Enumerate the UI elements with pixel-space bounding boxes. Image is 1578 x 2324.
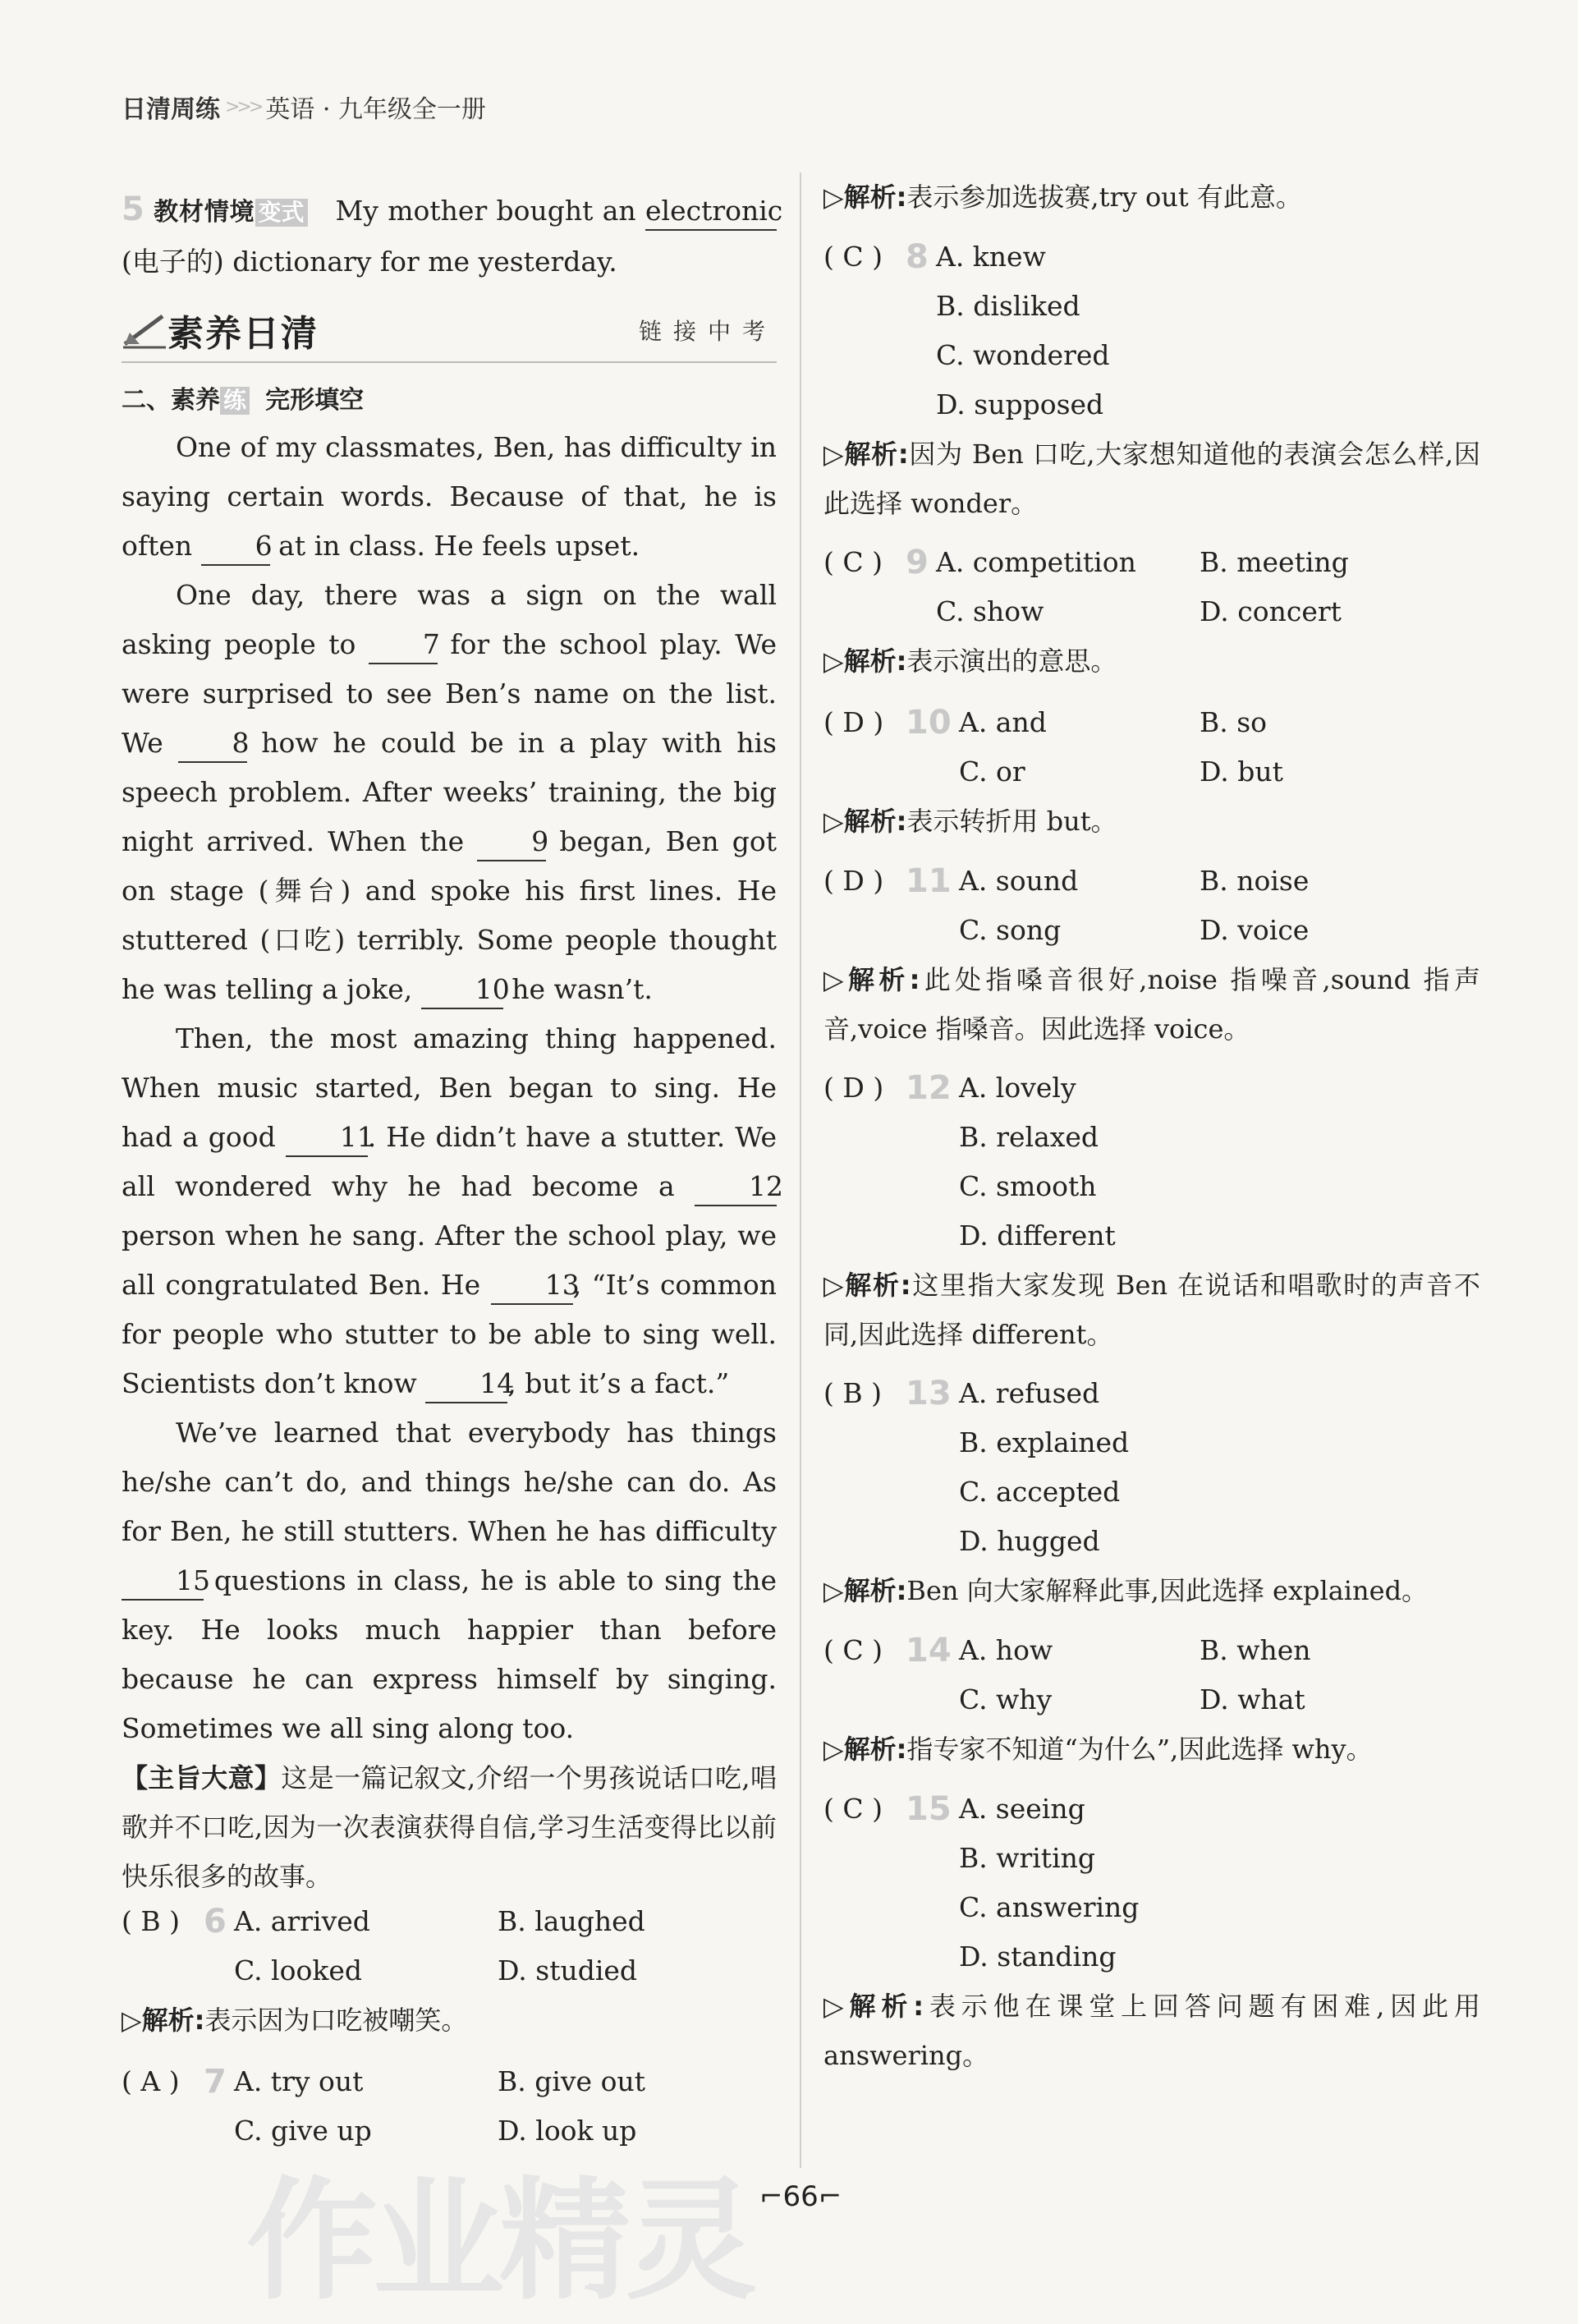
pen-icon bbox=[122, 311, 167, 349]
question-number: 10 bbox=[906, 704, 952, 742]
q5-label: 教材情境 bbox=[154, 198, 255, 227]
answer-letter: C bbox=[842, 1793, 864, 1825]
question-number: 11 bbox=[906, 862, 952, 900]
answer-letter: D bbox=[842, 865, 865, 897]
option-a: A. refused bbox=[959, 1377, 1100, 1409]
option-d: D. voice bbox=[1200, 914, 1310, 946]
explain-text: 因为 Ben 口吃,大家想知道他的表演会怎么样,因此选择 wonder。 bbox=[823, 439, 1480, 519]
blank-13: 13 bbox=[491, 1267, 573, 1305]
option-a: A. knew bbox=[936, 241, 1046, 273]
option-d: D. concert bbox=[1200, 595, 1342, 627]
section-header bbox=[122, 304, 777, 356]
option-b: B. meeting bbox=[1200, 546, 1349, 578]
question-14: ( C ) 14 A. how B. when C. why D. what ▷解析:指专家不知道“为什么”,因此选择 why。 bbox=[823, 1626, 1480, 1774]
option-c: C. song bbox=[959, 914, 1062, 946]
option-c: C. wondered bbox=[936, 339, 1110, 371]
question-number: 7 bbox=[204, 2063, 227, 2101]
q5-answer: electronic bbox=[645, 193, 777, 231]
page-number: ⌐66⌐ bbox=[759, 2180, 842, 2213]
paragraph-4: We’ve learned that everybody has things he/she can’t do, and things he/she can do. As for Ben, he still stutters. When he has difficulty 15 questions in class, he is able to sing the key. He looks much happier than before because he can express himself by singing. Sometimes we all sing along too. bbox=[122, 1417, 777, 1744]
option-a: A. arrived bbox=[234, 1905, 370, 1937]
question-11: ( D ) 11 A. sound B. noise C. song D. voice ▷解析:此处指嗓音很好,noise 指噪音,sound 指声音,voice 指嗓音。因此选择 voice。 bbox=[823, 857, 1480, 1054]
option-a: A. competition bbox=[936, 546, 1136, 578]
question-8: ( C ) 8 A. knew B. disliked C. wondered D. supposed ▷解析:因为 Ben 口吃,大家想知道他的表演会怎么样,因此选择 wonder。 bbox=[823, 232, 1480, 528]
main-idea-text: 这是一篇记叙文,介绍一个男孩说话口吃,唱歌并不口吃,因为一次表演获得自信,学习生活变得比以前快乐很多的故事。 bbox=[122, 1762, 777, 1892]
question-number: 5 bbox=[122, 191, 144, 228]
option-c: C. accepted bbox=[959, 1476, 1121, 1508]
watermark: 作业精灵 bbox=[246, 2164, 753, 2317]
question-number: 12 bbox=[906, 1069, 952, 1107]
column-divider bbox=[800, 172, 801, 2168]
q7-explanation: ▷解析:表示参加选拔赛,try out 有此意。 bbox=[823, 181, 1302, 213]
option-a: A. seeing bbox=[959, 1793, 1085, 1825]
subject-title: 英语 · 九年级全一册 bbox=[265, 95, 486, 124]
answer-letter: B bbox=[842, 1377, 863, 1409]
question-10: ( D ) 10 A. and B. so C. or D. but ▷解析:表示转折用 but。 bbox=[823, 698, 1480, 846]
option-b: B. relaxed bbox=[959, 1121, 1099, 1153]
answer-letter: C bbox=[842, 546, 864, 578]
option-b: B. noise bbox=[1200, 865, 1310, 897]
option-d: D. hugged bbox=[959, 1525, 1100, 1557]
question-number: 9 bbox=[906, 544, 929, 581]
paragraph-3: Then, the most amazing thing happened. When music started, Ben began to sing. He had a good 11. He didn’t have a stutter. We all wondered why he had become a 12 person when he sang. After the school play, we all congratulated Ben. He 13, “It’s common for people who stutter to be able to sing well. Scientists don’t know 14, but it’s a fact.” bbox=[122, 1014, 777, 1408]
option-d: D. different bbox=[959, 1219, 1116, 1252]
option-a: A. lovely bbox=[959, 1072, 1076, 1104]
explain-text: 指专家不知道“为什么”,因此选择 why。 bbox=[906, 1734, 1373, 1765]
option-a: A. how bbox=[959, 1634, 1053, 1666]
part-prefix: 二、素养 bbox=[122, 386, 220, 415]
option-c: C. or bbox=[959, 756, 1025, 788]
main-idea bbox=[122, 1753, 777, 1901]
blank-9: 9 bbox=[477, 824, 546, 861]
option-c: C. answering bbox=[959, 1891, 1140, 1923]
option-b: B. give out bbox=[498, 2065, 645, 2097]
q5-tag: 变式 bbox=[255, 199, 308, 227]
explain-label: ▷解析: bbox=[122, 2005, 205, 2036]
answer-letter: B bbox=[140, 1905, 161, 1937]
question-number: 14 bbox=[906, 1632, 952, 1670]
option-c: C. looked bbox=[234, 1954, 362, 1986]
question-7: ( A ) 7 A. try out B. give out C. give up D. look up bbox=[122, 2057, 777, 2156]
option-d: D. but bbox=[1200, 756, 1283, 788]
part-tag: 练 bbox=[220, 387, 250, 415]
blank-12: 12 bbox=[695, 1169, 777, 1206]
question-number: 13 bbox=[906, 1375, 952, 1412]
option-c: C. smooth bbox=[959, 1170, 1097, 1202]
explain-text: 此处指嗓音很好,noise 指噪音,sound 指声音,voice 指嗓音。因此选择 voice。 bbox=[823, 964, 1480, 1045]
section-title: 素养日清 bbox=[167, 313, 319, 355]
option-b: B. so bbox=[1200, 706, 1268, 738]
question-13: ( B ) 13 A. refused B. explained C. accepted D. hugged ▷解析:Ben 向大家解释此事,因此选择 explained。 bbox=[823, 1369, 1480, 1615]
option-b: B. when bbox=[1200, 1634, 1311, 1666]
blank-8: 8 bbox=[178, 725, 247, 763]
blank-11: 11 bbox=[286, 1119, 368, 1157]
question-15: ( C ) 15 A. seeing B. writing C. answering D. standing ▷解析:表示他在课堂上回答问题有困难,因此用 answering。 bbox=[823, 1784, 1480, 2080]
chevron-right-icon: >>> bbox=[225, 96, 261, 117]
option-a: A. try out bbox=[234, 2065, 364, 2097]
page-header bbox=[122, 89, 486, 125]
option-c: C. why bbox=[959, 1683, 1053, 1715]
q5-text-after: (电子的) dictionary for me yesterday. bbox=[122, 246, 617, 278]
explain-text: 表示参加选拔赛,try out 有此意。 bbox=[906, 181, 1302, 213]
option-c: C. give up bbox=[234, 2115, 372, 2147]
paragraph-2: One day, there was a sign on the wall asking people to 7 for the school play. We were surprised to see Ben’s name on the list. We 8 how he could be in a play with his speech problem. After weeks’ training, the big night arrived. When the 9 began, Ben got on stage (舞台) and spoke his first lines. He stuttered (口吃) terribly. Some people thought he was telling a joke, 10 he wasn’t. bbox=[122, 571, 777, 1014]
option-a: A. and bbox=[959, 706, 1047, 738]
part-name: 完形填空 bbox=[265, 386, 365, 415]
option-b: B. writing bbox=[959, 1842, 1095, 1874]
blank-6: 6 bbox=[201, 528, 270, 566]
links-label: 链接中考 bbox=[638, 318, 777, 345]
passage bbox=[122, 423, 783, 1901]
part-title bbox=[122, 379, 364, 416]
question-12: ( D ) 12 A. lovely B. relaxed C. smooth D. different ▷解析:这里指大家发现 Ben 在说话和唱歌时的声音不同,因此选择 different。 bbox=[823, 1063, 1480, 1359]
option-b: B. explained bbox=[959, 1426, 1130, 1458]
question-5 bbox=[122, 185, 783, 287]
question-number: 6 bbox=[204, 1903, 227, 1940]
explain-text: 这里指大家发现 Ben 在说话和唱歌时的声音不同,因此选择 different。 bbox=[823, 1270, 1480, 1350]
option-b: B. laughed bbox=[498, 1905, 645, 1937]
option-d: D. supposed bbox=[936, 388, 1104, 420]
explain-text: 表示演出的意思。 bbox=[906, 645, 1117, 677]
option-d: D. standing bbox=[959, 1940, 1117, 1973]
blank-7: 7 bbox=[369, 627, 438, 664]
explain-text: Ben 向大家解释此事,因此选择 explained。 bbox=[906, 1575, 1429, 1606]
blank-14: 14 bbox=[425, 1366, 507, 1403]
option-d: D. look up bbox=[498, 2115, 637, 2147]
option-d: D. what bbox=[1200, 1683, 1305, 1715]
answer-letter: C bbox=[842, 241, 864, 273]
answer-letter: C bbox=[842, 1634, 864, 1666]
blank-10: 10 bbox=[421, 971, 503, 1009]
option-b: B. disliked bbox=[936, 290, 1080, 322]
brand-title: 日清周练 bbox=[122, 95, 220, 124]
question-number: 15 bbox=[906, 1790, 952, 1828]
answer-letter: D bbox=[842, 706, 865, 738]
section-rule bbox=[122, 361, 777, 363]
blank-15: 15 bbox=[122, 1563, 204, 1601]
option-c: C. show bbox=[936, 595, 1044, 627]
answer-letter: A bbox=[140, 2065, 161, 2097]
explain-text: 表示因为口吃被嘲笑。 bbox=[204, 2005, 468, 2036]
paragraph-1: One of my classmates, Ben, has difficulty in saying certain words. Because of that, he is often 6 at in class. He feels upset. bbox=[122, 423, 777, 571]
question-6: ( B ) 6 A. arrived B. laughed C. looked D. studied ▷解析:表示因为口吃被嘲笑。 bbox=[122, 1897, 777, 2045]
explain-text: 表示转折用 but。 bbox=[906, 806, 1117, 837]
option-a: A. sound bbox=[959, 865, 1079, 897]
option-d: D. studied bbox=[498, 1954, 638, 1986]
answer-letter: D bbox=[842, 1072, 865, 1104]
main-idea-label: 【主旨大意】 bbox=[122, 1762, 282, 1794]
question-9: ( C ) 9 A. competition B. meeting C. show D. concert ▷解析:表示演出的意思。 bbox=[823, 538, 1480, 686]
q5-text-before: My mother bought an bbox=[335, 195, 645, 227]
explain-text: 表示他在课堂上回答问题有困难,因此用 answering。 bbox=[823, 1991, 1480, 2071]
question-number: 8 bbox=[906, 238, 929, 276]
